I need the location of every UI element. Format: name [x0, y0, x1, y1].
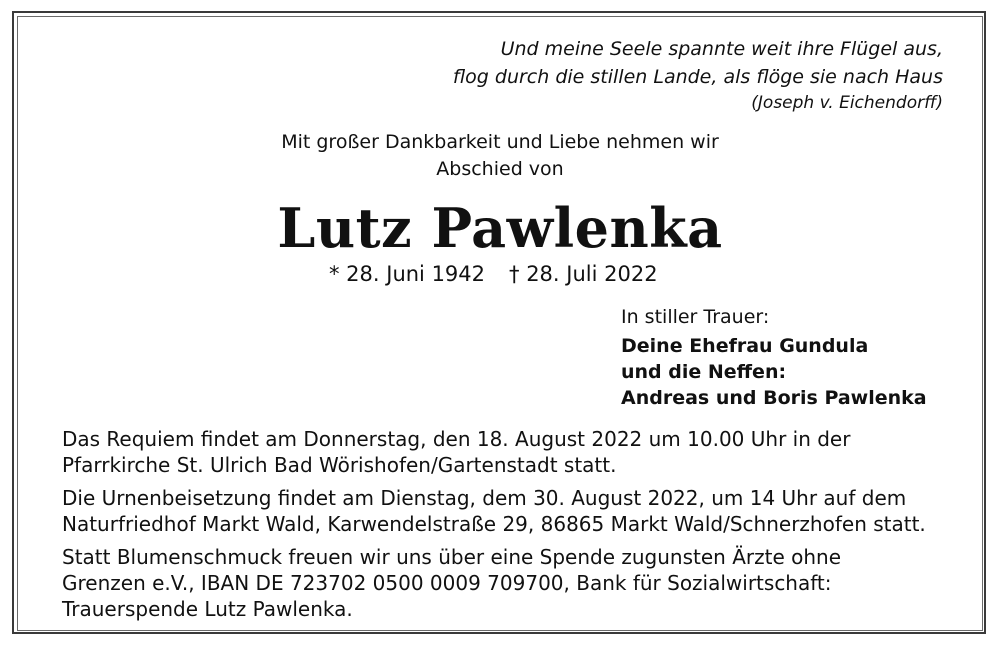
- donation-line-1: Statt Blumenschmuck freuen wir uns über eine Spende zugunsten Ärzte ohne: [62, 545, 842, 569]
- burial-line-1: Die Urnenbeisetzung findet am Dienstag, dem 30. August 2022, um 14 Uhr auf dem: [62, 486, 907, 510]
- requiem-line-1: Das Requiem findet am Donnerstag, den 18. August 2022 um 10.00 Uhr in der: [62, 427, 851, 451]
- poem-line-1: Und meine Seele spannte weit ihre Flügel aus,: [500, 38, 943, 60]
- poem-line-2: flog durch die stillen Lande, als flöge sie nach Haus: [452, 66, 943, 88]
- requiem-line-2: Pfarrkirche St. Ulrich Bad Wörishofen/Gartenstadt statt.: [62, 453, 617, 477]
- intro-line-1: Mit großer Dankbarkeit und Liebe nehmen wir: [281, 131, 719, 153]
- requiem-notice: [62, 426, 850, 478]
- donation-line-3: Trauerspende Lutz Pawlenka.: [62, 597, 353, 621]
- burial-notice: [62, 485, 926, 537]
- deceased-name: Lutz Pawlenka: [277, 196, 723, 260]
- death-date: † 28. Juli 2022: [509, 262, 658, 286]
- intro-line-2: Abschied von: [436, 158, 564, 180]
- mourner-line-3: Andreas und Boris Pawlenka: [621, 387, 927, 409]
- donation-notice: [62, 544, 841, 622]
- donation-line-2: Grenzen e.V., IBAN DE 723702 0500 0009 709700, Bank für Sozialwirtschaft:: [62, 571, 832, 595]
- life-dates: [329, 262, 658, 286]
- mourners-heading: In stiller Trauer:: [621, 306, 770, 328]
- mourner-line-1: Deine Ehefrau Gundula: [621, 335, 869, 357]
- mourner-line-2: und die Neffen:: [621, 361, 787, 383]
- burial-line-2: Naturfriedhof Markt Wald, Karwendelstraße 29, 86865 Markt Wald/Schnerzhofen statt.: [62, 512, 926, 536]
- birth-date: * 28. Juni 1942: [329, 262, 486, 286]
- poem-attribution: (Joseph v. Eichendorff): [751, 93, 943, 113]
